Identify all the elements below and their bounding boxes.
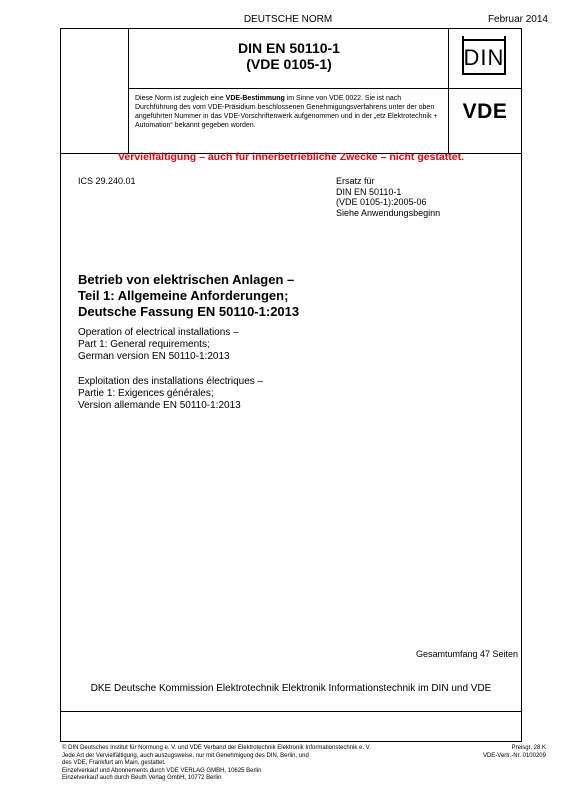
title-french xyxy=(78,376,498,412)
copyright-line: Einzelverkauf auch durch Beuth Verlag GmbH, 10772 Berlin xyxy=(62,775,222,781)
standard-number-din: DIN EN 50110-1 xyxy=(238,40,340,56)
replacement-line: (VDE 0105-1):2005-06 xyxy=(336,197,427,207)
title-english xyxy=(78,327,498,363)
notice-text-1: Diese Norm ist zugleich eine xyxy=(135,95,226,102)
din-logo-text: DIN xyxy=(463,45,505,70)
copyright-line: des VDE, Frankfurt am Main, gestattet. xyxy=(62,760,166,766)
vde-notice xyxy=(135,94,443,130)
copy-warning: Vervielfältigung – auch für innerbetriebliche Zwecke – nicht gestattet. xyxy=(117,151,464,163)
divider xyxy=(128,88,522,89)
title-line: Teil 1: Allgemeine Anforderungen; xyxy=(78,288,289,303)
notice-bold: VDE-Bestimmung xyxy=(225,95,285,102)
order-number: VDE-Vertr.-Nr. 0100209 xyxy=(482,752,546,759)
title-german xyxy=(78,272,498,320)
replacement-line: Siehe Anwendungsbeginn xyxy=(336,207,441,218)
title-line: Partie 1: Exigences générales; xyxy=(78,388,214,399)
title-line: German version EN 50110-1:2013 xyxy=(78,351,230,362)
title-line: Betrieb von elektrischen Anlagen – xyxy=(78,272,295,287)
title-line: Version allemande EN 50110-1:2013 xyxy=(78,400,241,411)
divider xyxy=(60,711,522,712)
ics-code: ICS 29.240.01 xyxy=(78,176,136,186)
copyright-line: Einzelverkauf und Abonnements durch VDE VERLAG GMBH, 10625 Berlin xyxy=(62,767,262,774)
standard-number xyxy=(130,40,448,72)
notice-text-2: im Sinne von VDE 0022. Sie ist nach Durchführung des vom VDE-Präsidium beschlossenen Genehmigungsverfahrens unter der oben angeführten Nummer in das VDE-Vorschriftenwerk aufgenommen und in der „etz Elektrotechnik + Automation“ bekannt gegeben worden. xyxy=(135,95,438,129)
dke-line: DKE Deutsche Kommission Elektrotechnik Elektronik Informationstechnik im DIN und VDE xyxy=(90,683,492,694)
replacement-line: Ersatz für xyxy=(336,176,375,186)
copyright-line: © DIN Deutsches Institut für Normung e. V. und VDE Verband der Elektrotechnik Elektronik Informationstechnik e. V. xyxy=(62,745,371,751)
title-line: Deutsche Fassung EN 50110-1:2013 xyxy=(78,304,300,319)
title-line: Part 1: General requirements; xyxy=(78,339,210,350)
vde-logo: VDE xyxy=(462,100,508,123)
divider xyxy=(448,28,449,153)
din-logo xyxy=(460,36,508,80)
price-info xyxy=(483,745,546,760)
divider xyxy=(128,28,129,153)
title-line: Exploitation des installations électriques – xyxy=(78,376,264,387)
title-line: Operation of electrical installations – xyxy=(78,327,239,338)
publication-date: Februar 2014 xyxy=(487,14,548,25)
total-pages: Gesamtumfang 47 Seiten xyxy=(415,649,518,659)
copyright-notice xyxy=(62,745,422,783)
replacement-line: DIN EN 50110-1 xyxy=(336,186,402,197)
replacement-info xyxy=(336,176,440,218)
price-group: Preisgr. 28 K xyxy=(511,745,546,751)
copyright-line: Jede Art der Vervielfältigung, auch auszugsweise, nur mit Genehmigung des DIN, Berlin, und xyxy=(62,752,309,759)
standard-number-vde: (VDE 0105-1) xyxy=(246,56,332,72)
document-type: DEUTSCHE NORM xyxy=(243,14,333,25)
